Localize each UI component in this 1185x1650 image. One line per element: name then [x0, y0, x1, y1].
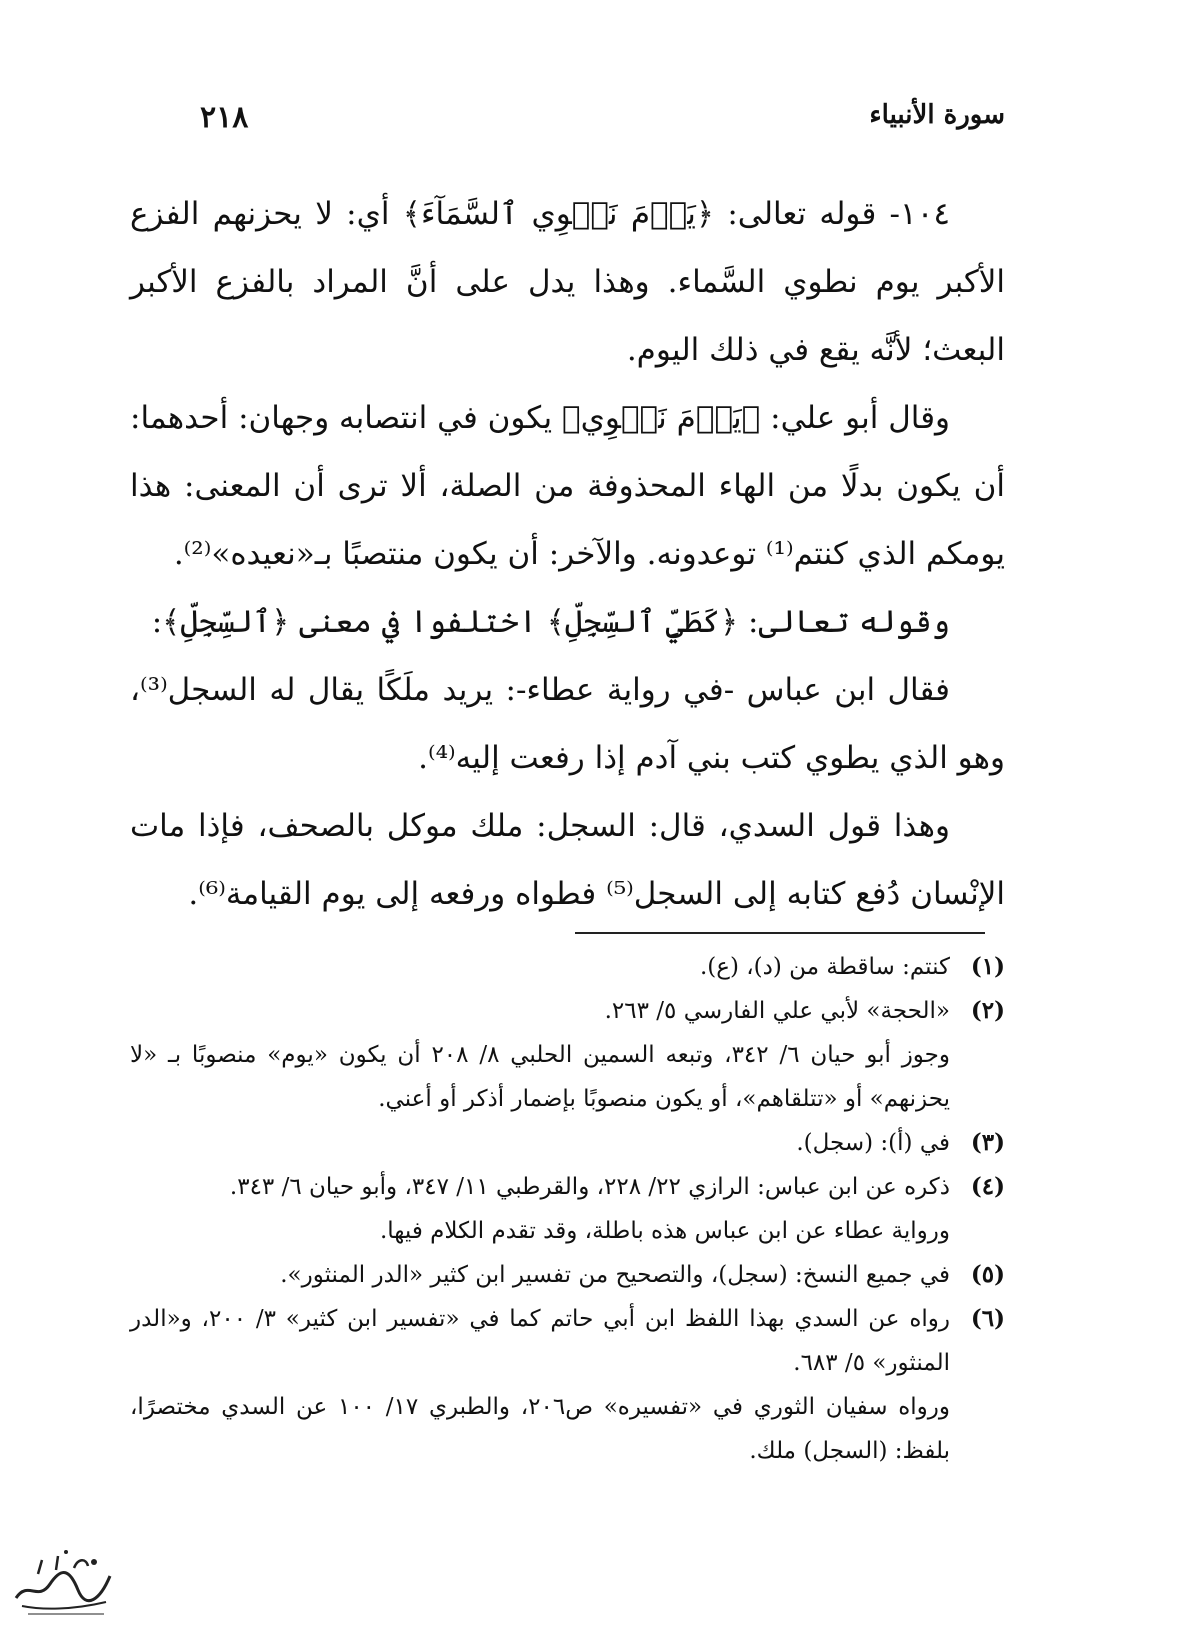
footnote-number: (٤): [970, 1173, 1005, 1200]
footnote-text: في (أ): (سجل).: [796, 1130, 950, 1156]
paragraph-ibn-abbas: فقال ابن عباس -في رواية عطاء-: يريد ملَكًا يقال له السجل⁽³⁾، وهو الذي يطوي كتب بني آدم إذا رفعت إليه⁽⁴⁾.: [130, 672, 1005, 776]
paragraph-sijill: وقوله تعالى: ﴿كَطَيِّ ٱلسِّجِلِّ﴾ اختلفوا في معنى ﴿ٱلسِّجِلِّ﴾:: [151, 604, 950, 640]
footnote-text: رواه عن السدي بهذا اللفظ ابن أبي حاتم كما في «تفسير ابن كثير» ٣/ ٢٠٠، و«الدر المنثور» ٥/ ٦٨٣.: [130, 1306, 950, 1376]
footnote-text: في جميع النسخ: (سجل)، والتصحيح من تفسير ابن كثير «الدر المنثور».: [280, 1262, 950, 1288]
footnote-number: (٣): [970, 1129, 1005, 1156]
footnote-divider: [575, 932, 985, 934]
footnote-text: «الحجة» لأبي علي الفارسي ٥/ ٢٦٣.: [604, 998, 950, 1024]
footnote-item: [130, 1253, 1005, 1297]
footnote-item: [130, 1297, 1005, 1473]
footnote-item: [130, 1121, 1005, 1165]
paragraph-suddi: وهذا قول السدي، قال: السجل: ملك موكل بالصحف، فإذا مات الإنْسان دُفع كتابه إلى السجل⁽⁵⁾ فطواه ورفعه إلى يوم القيامة⁽⁶⁾.: [130, 808, 1005, 912]
footnote-text: كنتم: ساقطة من (د)، (ع).: [699, 954, 950, 980]
footnote-extra: وجوز أبو حيان ٦/ ٣٤٢، وتبعه السمين الحلبي ٨/ ٢٠٨ أن يكون «يوم» منصوبًا بـ «لا يحزنهم» أو «تتلقاهم»، أو يكون منصوبًا بإضمار أذكر أو أعني.: [130, 1042, 951, 1112]
footnote-item: [130, 945, 1005, 989]
page-number: ٢١٨: [200, 100, 249, 135]
footnote-extra: ورواه سفيان الثوري في «تفسيره» ص٢٠٦، والطبري ١٧/ ١٠٠ عن السدي مختصرًا، بلفظ: (السجل) ملك.: [130, 1394, 951, 1464]
footnote-text: ذكره عن ابن عباس: الرازي ٢٢/ ٢٢٨، والقرطبي ١١/ ٣٤٧، وأبو حيان ٦/ ٣٤٣.: [229, 1174, 950, 1200]
footnote-extra: ورواية عطاء عن ابن عباس هذه باطلة، وقد تقدم الكلام فيها.: [379, 1218, 950, 1244]
footnote-item: [130, 989, 1005, 1121]
paragraph-abu-ali: وقال أبو علي: ﴿يَوۡمَ نَطۡوِي﴾ يكون في انتصابه وجهان: أحدهما: أن يكون بدلًا من الهاء المحذوفة من الصلة، ألا ترى أن المعنى: هذا يومكم الذي كنتم⁽¹⁾ توعدونه. والآخر: أن يكون منتصبًا بـ«نعيده»⁽²⁾.: [130, 400, 1005, 572]
page-header: [200, 100, 1005, 150]
publisher-logo-icon: [8, 1540, 118, 1620]
footnote-item: [130, 1165, 1005, 1253]
footnote-number: (٢): [970, 997, 1005, 1024]
footnote-number: (١): [970, 953, 1005, 980]
publisher-logo-graphic: [8, 1540, 118, 1620]
main-text: [130, 180, 1005, 928]
paragraph-104: ١٠٤- قوله تعالى: ﴿يَوۡمَ نَطۡوِي ٱلسَّمَآءَ﴾ أي: لا يحزنهم الفزع الأكبر يوم نطوي السَّماء. وهذا يدل على أنَّ المراد بالفزع الأكبر البعث؛ لأنَّه يقع في ذلك اليوم.: [130, 196, 1005, 368]
footnote-number: (٥): [970, 1261, 1005, 1288]
footnotes: [130, 945, 1005, 1473]
footnote-number: (٦): [970, 1305, 1005, 1332]
surah-title: سورة الأنبياء: [869, 100, 1005, 130]
